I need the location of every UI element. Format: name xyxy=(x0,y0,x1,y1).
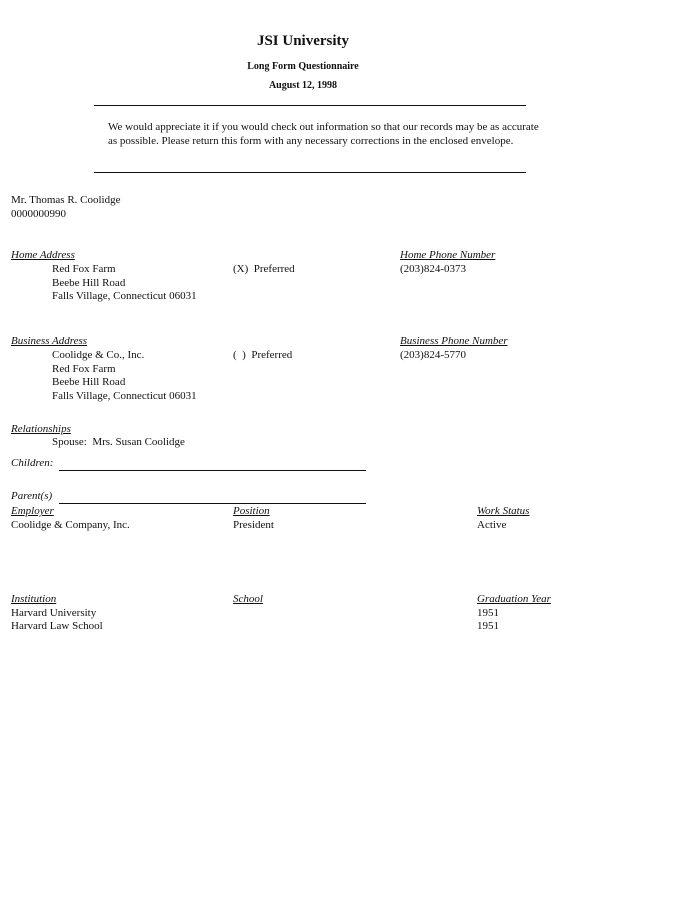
graduation-year-value: 1951 xyxy=(477,620,499,632)
business-phone: (203)824-5770 xyxy=(400,349,466,361)
position-label: Position xyxy=(233,505,270,517)
work-status-value: Active xyxy=(477,519,507,531)
employer-value: Coolidge & Company, Inc. xyxy=(11,519,130,531)
business-address-line: Red Fox Farm xyxy=(52,362,116,375)
spouse-text: Spouse: Mrs. Susan Coolidge xyxy=(52,436,185,448)
relationships-label: Relationships xyxy=(11,423,71,435)
home-phone: (203)824-0373 xyxy=(400,263,466,275)
school-label: School xyxy=(233,593,263,605)
top-divider xyxy=(94,105,526,106)
home-address-line: Red Fox Farm xyxy=(52,263,116,275)
document-subtitle: Long Form Questionnaire xyxy=(247,61,359,72)
bottom-divider xyxy=(94,172,526,173)
document-date: August 12, 1998 xyxy=(268,80,338,91)
person-id: 0000000990 xyxy=(11,208,66,220)
business-phone-label: Business Phone Number xyxy=(400,335,508,347)
institution-label: Institution xyxy=(11,593,57,605)
business-address-line: Falls Village, Connecticut 06031 xyxy=(52,389,197,402)
home-phone-label: Home Phone Number xyxy=(400,249,496,261)
graduation-year-label: Graduation Year xyxy=(477,593,551,605)
parents-label: Parent(s) xyxy=(11,490,53,502)
institution-value: Harvard University xyxy=(11,607,97,619)
home-address-line: Beebe Hill Road xyxy=(52,276,126,289)
business-preferred-marker: ( ) Preferred xyxy=(233,349,293,361)
home-address-line: Falls Village, Connecticut 06031 xyxy=(52,290,197,302)
employer-label: Employer xyxy=(11,505,54,517)
children-blank-line[interactable] xyxy=(59,470,366,471)
graduation-year-value: 1951 xyxy=(477,607,499,619)
business-address-line: Coolidge & Co., Inc. xyxy=(52,349,145,361)
business-address-line: Beebe Hill Road xyxy=(52,376,126,388)
person-name: Mr. Thomas R. Coolidge xyxy=(11,194,121,206)
home-preferred-marker: (X) Preferred xyxy=(233,263,295,275)
children-label: Children: xyxy=(11,457,54,469)
business-address-label: Business Address xyxy=(11,335,88,347)
position-value: President xyxy=(233,519,274,531)
home-address-lines xyxy=(52,263,197,304)
document-title: JSI University xyxy=(256,33,350,49)
home-address-label: Home Address xyxy=(11,249,75,261)
institution-value: Harvard Law School xyxy=(11,620,103,632)
parents-blank-line[interactable] xyxy=(59,503,366,504)
business-address-lines xyxy=(52,349,197,403)
intro-paragraph: We would appreciate it if you would check out information so that our records may be as accurate as possible. Please return this form with any necessary corrections in the enclosed envelope. xyxy=(108,121,539,147)
work-status-label: Work Status xyxy=(477,505,530,517)
